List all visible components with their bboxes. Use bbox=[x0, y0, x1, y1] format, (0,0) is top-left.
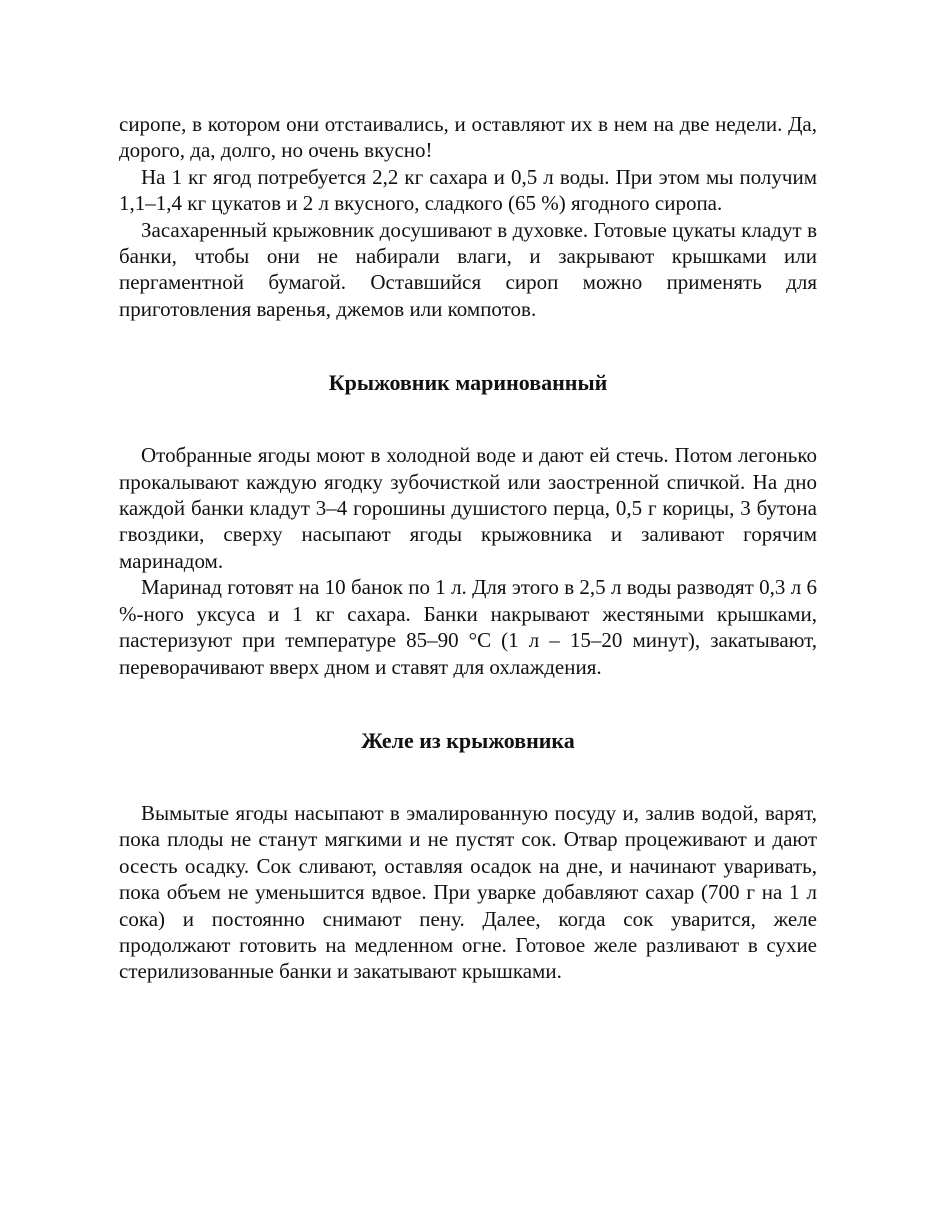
intro-paragraph-1: сиропе, в котором они отстаивались, и оставляют их в нем на две недели. Да, дорого, да, долго, но очень вкусно! bbox=[119, 112, 817, 163]
intro-paragraph-2: На 1 кг ягод потребуется 2,2 кг сахара и 0,5 л воды. При этом мы получим 1,1–1,4 кг цукатов и 2 л вкусного, сладкого (65 %) ягодного сиропа. bbox=[119, 164, 817, 216]
document-page bbox=[119, 111, 817, 985]
marinated-heading: Крыжовник маринованный bbox=[328, 370, 608, 396]
marinated-paragraph-2: Маринад готовят на 10 банок по 1 л. Для этого в 2,5 л воды разводят 0,3 л 6 %-ного уксуса и 1 кг сахара. Банки накрывают жестяными крышками, пастеризуют при температуре 85–90 °С (1 л – 15–20 минут), закатывают, переворачивают вверх дном и ставят для охлаждения. bbox=[119, 575, 817, 679]
jelly-section bbox=[119, 728, 817, 985]
intro-paragraph-3: Засахаренный крыжовник досушивают в духовке. Готовые цукаты кладут в банки, чтобы они не набирали влаги, и закрывают крышками или пергаментной бумагой. Оставшийся сироп можно применять для приготовления варенья, джемов или компотов. bbox=[119, 217, 817, 321]
marinated-section bbox=[119, 370, 817, 680]
jelly-paragraph-1: Вымытые ягоды насыпают в эмалированную посуду и, залив водой, варят, пока плоды не станут мягкими и не пустят сок. Отвар процеживают и дают осесть осадку. Сок сливают, оставляя осадок на дне, и начинают уваривать, пока объем не уменьшится вдвое. При уварке добавляют сахар (700 г на 1 л сока) и постоянно снимают пену. Далее, когда сок уварится, желе продолжают готовить на медленном огне. Готовое желе разливают в сухие стерилизованные банки и закатывают крышками. bbox=[119, 800, 817, 984]
jelly-heading: Желе из крыжовника bbox=[361, 727, 575, 753]
intro-section bbox=[119, 111, 817, 322]
marinated-paragraph-1: Отобранные ягоды моют в холодной воде и дают ей стечь. Потом легонько прокалывают каждую ягодку зубочисткой или заостренной спичкой. На дно каждой банки кладут 3–4 горошины душистого перца, 0,5 г корицы, 3 бутона гвоздики, сверху насыпают ягоды крыжовника и заливают горячим маринадом. bbox=[119, 443, 817, 573]
